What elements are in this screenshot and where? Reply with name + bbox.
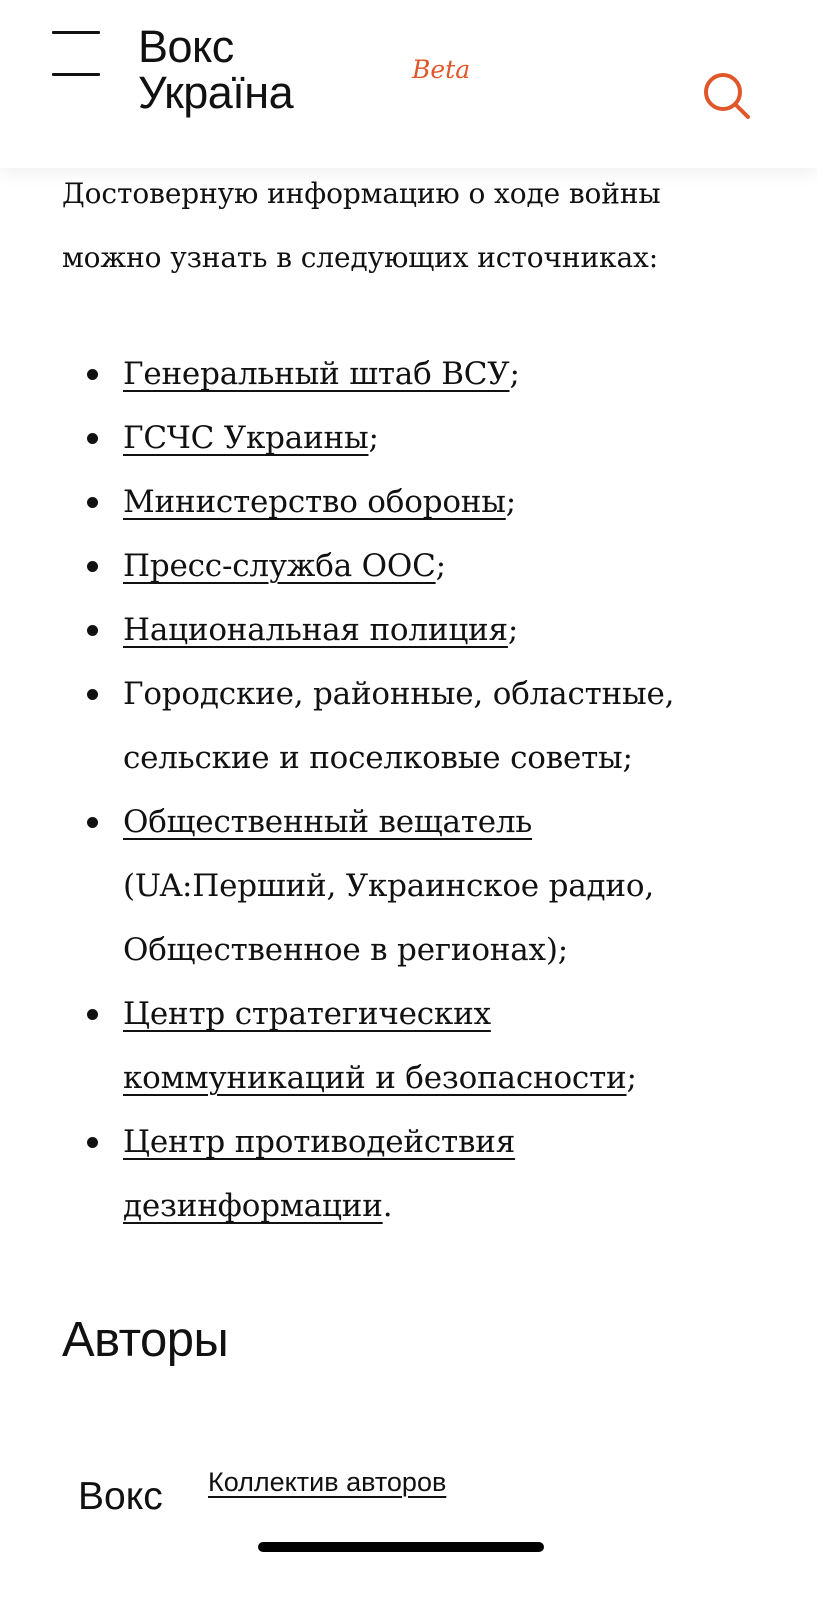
source-text: ; xyxy=(507,612,519,648)
source-text: (UA:Перший, Украинское радио, Общественное в регионах); xyxy=(123,868,654,968)
bullet-icon xyxy=(87,817,98,828)
source-link[interactable]: Пресс-служба ООС xyxy=(123,548,436,584)
author-name: Вокс xyxy=(78,1475,163,1518)
list-item xyxy=(62,662,742,790)
bullet-icon xyxy=(87,625,98,636)
source-text: ; xyxy=(505,484,516,520)
search-button[interactable] xyxy=(701,70,753,122)
home-indicator[interactable] xyxy=(258,1542,544,1552)
source-text: Городские, районные, областные, сельские и поселковые советы; xyxy=(123,676,675,776)
authors-heading: Авторы xyxy=(62,1313,229,1367)
search-icon xyxy=(701,70,753,122)
hamburger-menu-icon-line xyxy=(52,73,100,76)
list-item xyxy=(62,406,742,470)
source-text: ; xyxy=(368,420,379,456)
bullet-icon xyxy=(87,369,98,380)
article-content xyxy=(62,162,742,1238)
list-item xyxy=(62,598,742,662)
intro-paragraph: Достоверную информацию о ходе войны можно узнать в следующих источниках: xyxy=(62,177,661,274)
bullet-icon xyxy=(87,497,98,508)
source-link[interactable]: Общественный вещатель xyxy=(123,804,533,840)
source-text: ; xyxy=(626,1060,637,1096)
source-text: ; xyxy=(435,548,446,584)
sources-list xyxy=(62,342,742,1238)
bullet-icon xyxy=(87,1137,98,1148)
source-link[interactable]: Национальная полиция xyxy=(123,612,508,648)
bullet-icon xyxy=(87,561,98,572)
list-item xyxy=(62,470,742,534)
source-link[interactable]: Центр стратегических коммуникаций и безопасности xyxy=(123,996,627,1096)
menu-button[interactable] xyxy=(52,28,102,80)
authors-link[interactable]: Коллектив авторов xyxy=(208,1467,447,1497)
source-link[interactable]: Генеральный штаб ВСУ xyxy=(123,356,510,392)
source-text: . xyxy=(382,1188,393,1224)
bullet-icon xyxy=(87,433,98,444)
list-item xyxy=(62,1110,742,1238)
logo-line-2: Україна xyxy=(138,67,294,118)
source-link[interactable]: Центр противодействия дезинформации xyxy=(123,1124,516,1224)
source-text: ; xyxy=(509,356,520,392)
list-item xyxy=(62,790,742,982)
bullet-icon xyxy=(87,689,98,700)
bullet-icon xyxy=(87,1009,98,1020)
hamburger-menu-icon xyxy=(52,31,100,34)
logo-line-1: Вокс xyxy=(138,21,234,72)
list-item xyxy=(62,982,742,1110)
source-link[interactable]: Министерство обороны xyxy=(123,484,506,520)
beta-badge: Beta xyxy=(412,55,471,84)
site-header xyxy=(0,0,817,168)
list-item xyxy=(62,342,742,406)
site-logo[interactable] xyxy=(138,21,294,118)
list-item xyxy=(62,534,742,598)
source-link[interactable]: ГСЧС Украины xyxy=(123,420,369,456)
